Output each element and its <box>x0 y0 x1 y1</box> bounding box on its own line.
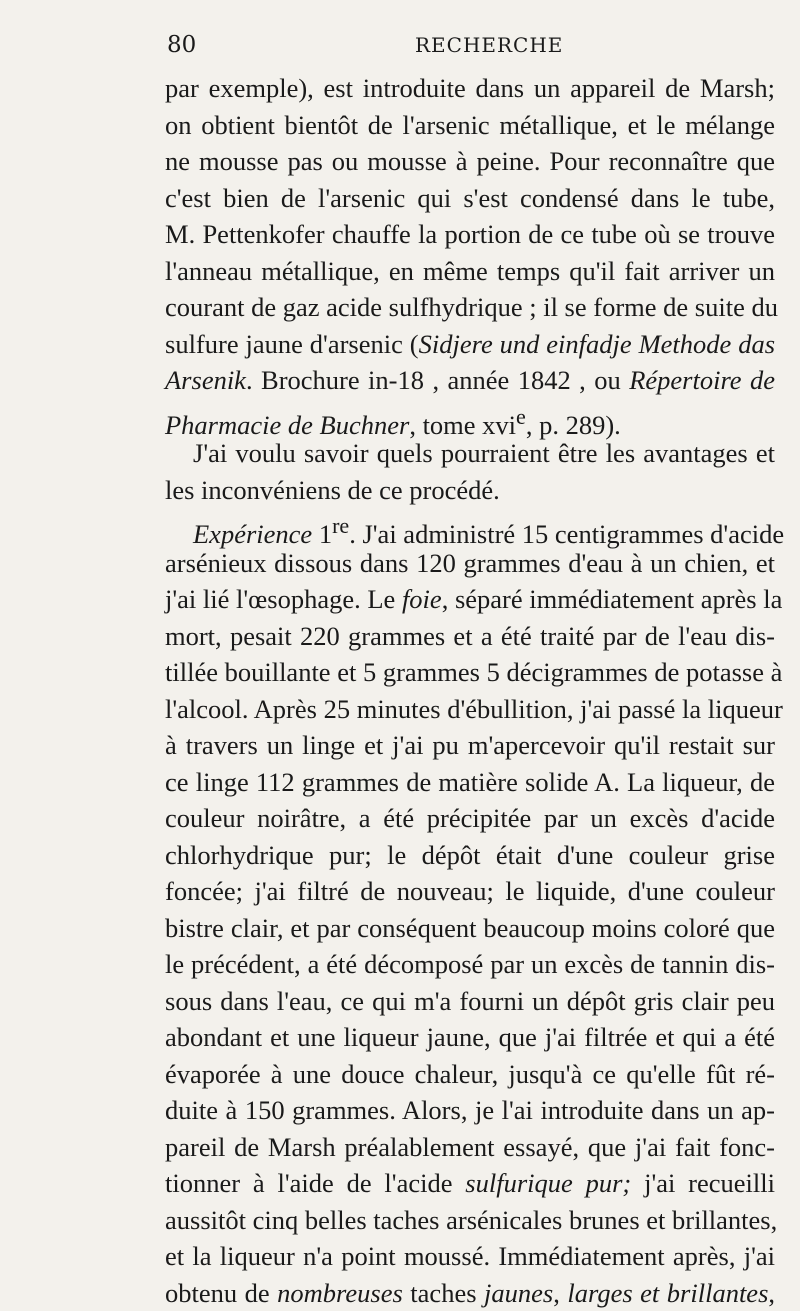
text-line: arsénieux dissous dans 120 grammes d'eau à un chien, et <box>165 545 775 582</box>
text-line: l'alcool. Après 25 minutes d'ébullition, j'ai passé la liqueur <box>165 691 775 728</box>
text-line: sulfure jaune d'arsenic (Sidjere und einfadje Methode das <box>165 326 775 363</box>
text-line: sous dans l'eau, ce qui m'a fourni un dépôt gris clair peu <box>165 983 775 1020</box>
text-line: tillée bouillante et 5 grammes 5 décigrammes de potasse à <box>165 654 775 691</box>
text-line: l'anneau métallique, en même temps qu'il fait arriver un <box>165 253 775 290</box>
text-line: on obtient bientôt de l'arsenic métallique, et le mélange <box>165 107 775 144</box>
text-line: évaporée à une douce chaleur, jusqu'à ce qu'elle fût ré- <box>165 1056 775 1093</box>
page-header <box>160 30 780 62</box>
text-line: pareil de Marsh préalablement essayé, que j'ai fait fonc- <box>165 1129 775 1166</box>
page-number: 80 <box>167 32 196 58</box>
text-line: bistre clair, et par conséquent beaucoup moins coloré que <box>165 910 775 947</box>
text-line: M. Pettenkofer chauffe la portion de ce tube où se trouve <box>165 216 775 253</box>
text-line: par exemple), est introduite dans un appareil de Marsh; <box>165 70 775 107</box>
text-line: Arsenik. Brochure in-18 , année 1842 , ou Répertoire de <box>165 362 775 399</box>
text-line: obtenu de nombreuses taches jaunes, larges et brillantes, <box>165 1275 775 1311</box>
text-line: et la liqueur n'a point moussé. Immédiatement après, j'ai <box>165 1238 775 1275</box>
text-line: j'ai lié l'œsophage. Le foie, séparé immédiatement après la <box>165 581 775 618</box>
text-line: tionner à l'aide de l'acide sulfurique pur; j'ai recueilli <box>165 1165 775 1202</box>
text-line: J'ai voulu savoir quels pourraient être les avantages et <box>165 435 775 472</box>
text-line: ne mousse pas ou mousse à peine. Pour reconnaître que <box>165 143 775 180</box>
text-line: Pharmacie de Buchner, tome xvi$^e$, p. 289). <box>165 399 775 436</box>
text-line: courant de gaz acide sulfhydrique ; il se forme de suite du <box>165 289 775 326</box>
text-line: mort, pesait 220 grammes et a été traité par de l'eau dis- <box>165 618 775 655</box>
text-line: duite à 150 grammes. Alors, je l'ai introduite dans un ap- <box>165 1092 775 1129</box>
text-line: le précédent, a été décomposé par un excès de tannin dis- <box>165 946 775 983</box>
text-line: abondant et une liqueur jaune, que j'ai filtrée et qui a été <box>165 1019 775 1056</box>
running-title: RECHERCHE <box>415 33 563 57</box>
text-line: c'est bien de l'arsenic qui s'est condensé dans le tube, <box>165 180 775 217</box>
text-line: à travers un linge et j'ai pu m'apercevoir qu'il restait sur <box>165 727 775 764</box>
body-text <box>165 70 775 1311</box>
text-line: chlorhydrique pur; le dépôt était d'une couleur grise <box>165 837 775 874</box>
text-line: foncée; j'ai filtré de nouveau; le liquide, d'une couleur <box>165 873 775 910</box>
text-line: ce linge 112 grammes de matière solide A. La liqueur, de <box>165 764 775 801</box>
text-line: Expérience 1re. J'ai administré 15 centigrammes d'acide <box>165 508 775 545</box>
text-line: les inconvéniens de ce procédé. <box>165 472 775 509</box>
text-line: couleur noirâtre, a été précipitée par un excès d'acide <box>165 800 775 837</box>
text-line: aussitôt cinq belles taches arsénicales brunes et brillantes, <box>165 1202 775 1239</box>
